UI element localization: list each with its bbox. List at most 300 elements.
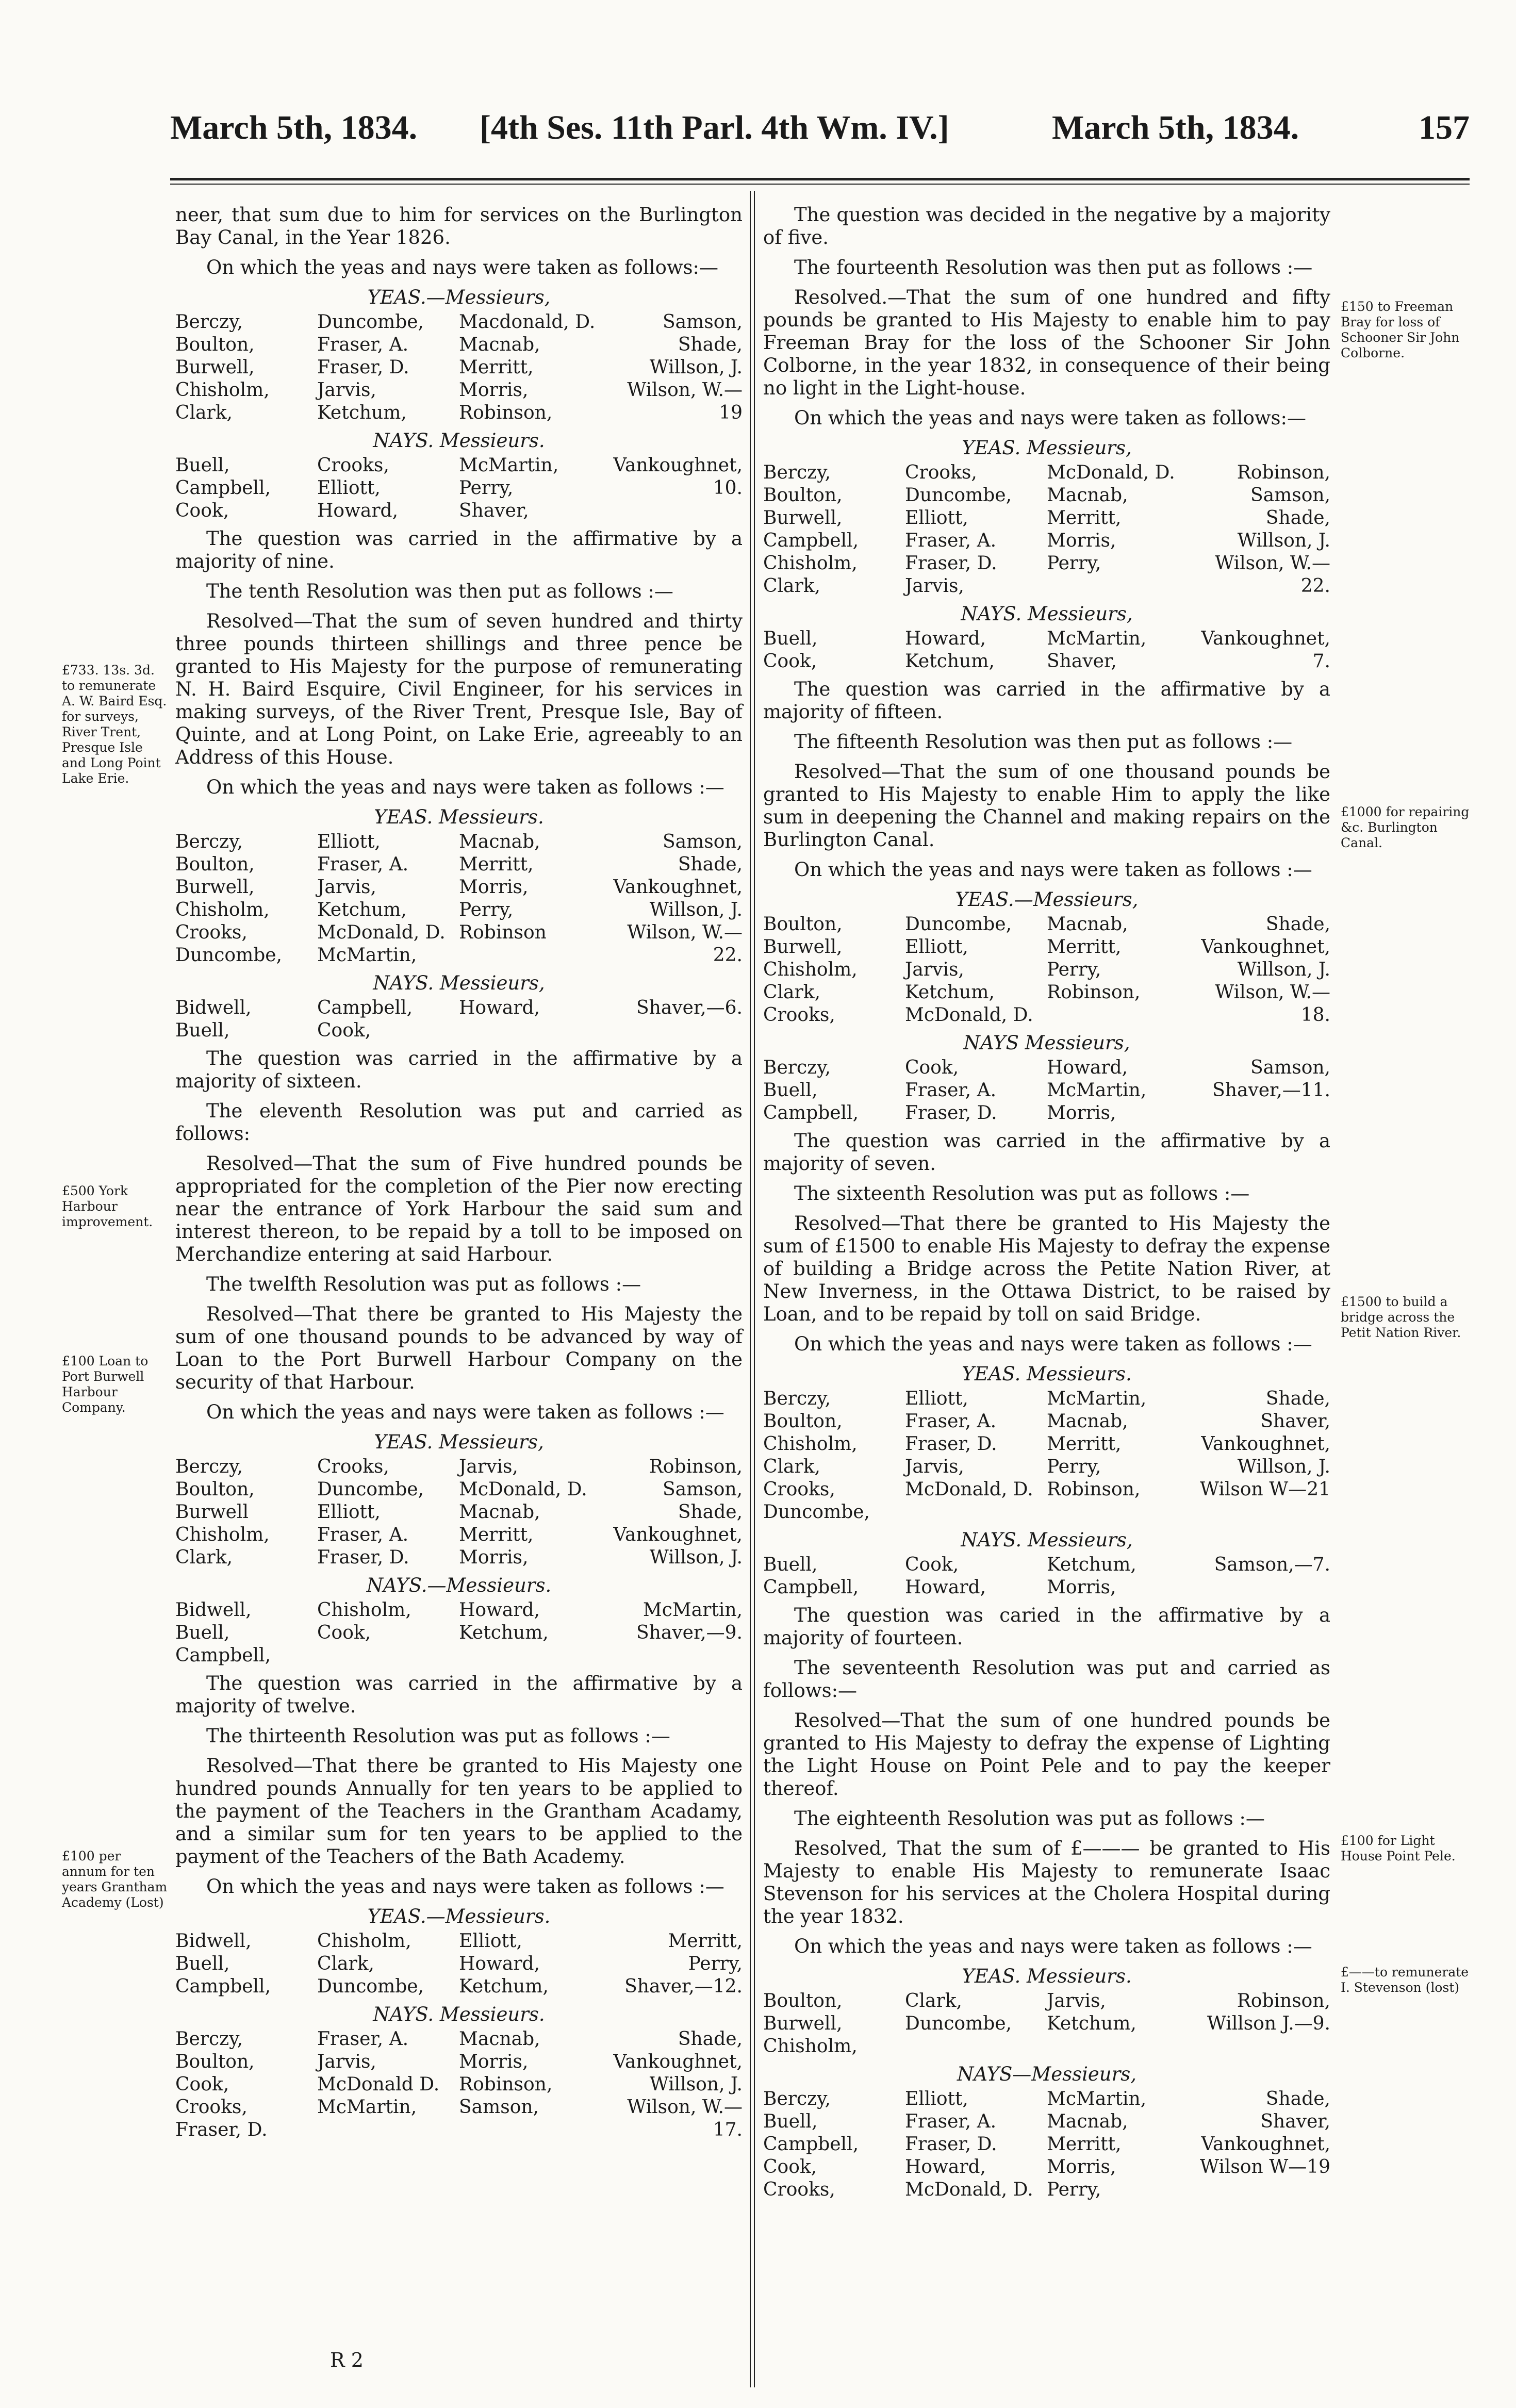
vote-row: [175, 2096, 743, 2119]
yeas-table: [763, 913, 1330, 1027]
member-name: Campbell,: [763, 1102, 859, 1124]
member-name: Morris,: [459, 2051, 529, 2072]
paragraph: The question was carried in the affirmative by a majority of sixteen.: [175, 1047, 743, 1092]
member-name: Willson J.—9.: [1207, 2013, 1330, 2034]
member-name: Buell,: [763, 2111, 818, 2132]
vote-row: [763, 2088, 1330, 2110]
member-name: Wilson W—19: [1200, 2156, 1330, 2178]
header-session: [4th Ses. 11th Parl. 4th Wm. IV.]: [480, 109, 949, 146]
member-name: Duncombe,: [317, 1976, 424, 1997]
member-name: Chisholm,: [763, 1433, 858, 1455]
vote-row: [175, 2028, 743, 2051]
vote-row: [763, 628, 1330, 650]
member-name: Macnab,: [459, 1502, 540, 1523]
paragraph: The tenth Resolution was then put as follows :—: [206, 580, 673, 602]
member-name: Shade,: [678, 854, 743, 875]
member-name: Perry,: [1047, 1456, 1101, 1477]
nays-table: [763, 2088, 1330, 2201]
member-name: Berczy,: [763, 462, 831, 483]
member-name: [601, 500, 743, 522]
member-name: Cook,: [763, 651, 817, 672]
member-name: McMartin,: [1047, 628, 1147, 649]
member-name: Samson,—7.: [1214, 1554, 1330, 1575]
member-name: Macnab,: [1047, 2111, 1128, 2132]
member-name: Morris,: [459, 380, 529, 401]
paragraph: The eleventh Resolution was put and carried as follows:: [175, 1100, 743, 1145]
member-name: Crooks,: [905, 462, 977, 483]
vote-row: [763, 484, 1330, 507]
member-name: Burwell,: [763, 936, 843, 958]
vote-row: [763, 507, 1330, 530]
member-name: Crooks,: [763, 1004, 835, 1026]
header-left-date: March 5th, 1834.: [170, 109, 418, 146]
vote-row: [175, 944, 743, 967]
member-name: Jarvis,: [905, 959, 964, 980]
member-name: Berczy,: [175, 831, 243, 852]
member-name: Elliott,: [905, 2088, 968, 2109]
vote-row: [763, 1990, 1330, 2013]
vote-row: [763, 552, 1330, 575]
member-name: Samson,: [662, 1479, 743, 1500]
paragraph: Resolved, That the sum of £——— be granted to His Majesty to enable His Majesty to remunerate Isaac Stevenson for his services at the Cholera Hospital during the year 1832.: [763, 1837, 1330, 1927]
member-name: Boulton,: [763, 1411, 843, 1432]
member-name: Shaver,—11.: [1212, 1080, 1330, 1101]
member-name: Samson,: [662, 311, 743, 333]
vote-row: [175, 853, 743, 876]
member-name: Morris,: [459, 877, 529, 898]
member-name: Morris,: [459, 1547, 529, 1568]
vote-row: [763, 1102, 1330, 1125]
member-name: Samson,: [1250, 485, 1330, 506]
nays-table: [175, 1599, 743, 1667]
member-name: Vankoughnet,: [613, 1524, 743, 1545]
member-name: Boulton,: [763, 914, 843, 935]
member-name: Samson,: [662, 831, 743, 852]
member-name: Perry,: [1047, 959, 1101, 980]
vote-row: [175, 1599, 743, 1622]
member-name: Willson, J.: [1237, 1456, 1330, 1477]
member-name: Buell,: [175, 1953, 230, 1974]
paragraph: On which the yeas and nays were taken as follows :—: [794, 1935, 1312, 1957]
member-name: Buell,: [175, 1622, 230, 1643]
member-name: Wilson, W.—: [627, 380, 743, 401]
header-rule: [170, 178, 1470, 180]
vote-row: [175, 379, 743, 402]
member-name: [1047, 1501, 1189, 1524]
nays-heading: NAYS. Messieurs,: [961, 603, 1133, 625]
member-name: Buell,: [175, 1020, 230, 1041]
vote-row: [175, 1622, 743, 1644]
member-name: Robinson,: [459, 2074, 553, 2095]
paragraph: On which the yeas and nays were taken as follows:—: [794, 407, 1307, 429]
vote-row: [175, 402, 743, 424]
member-name: Chisholm,: [763, 959, 858, 980]
member-name: Crooks,: [763, 1479, 835, 1500]
member-name: Howard,: [905, 628, 986, 649]
vote-row: [175, 311, 743, 334]
member-name: Vankoughnet,: [613, 877, 743, 898]
member-name: Crooks,: [175, 922, 248, 943]
member-name: Willson, J.: [649, 357, 743, 378]
paragraph: On which the yeas and nays were taken as follows :—: [206, 1401, 724, 1423]
member-name: Fraser, D.: [905, 1433, 997, 1455]
member-name: 19: [719, 402, 743, 423]
vote-row: [175, 2073, 743, 2096]
member-name: [905, 2035, 1047, 2058]
member-name: Morris,: [1047, 1102, 1116, 1124]
vote-row: [175, 1546, 743, 1569]
member-name: Ketchum,: [1047, 1554, 1136, 1575]
yeas-table: [763, 1388, 1330, 1524]
vote-row: [763, 913, 1330, 936]
member-name: Duncombe,: [175, 945, 282, 966]
member-name: Perry,: [1047, 2179, 1101, 2200]
member-name: Robinson,: [1237, 462, 1330, 483]
member-name: Chisholm,: [175, 899, 270, 920]
margin-note: £——to remunerate I. Stevenson (lost): [1341, 1965, 1469, 1995]
yeas-heading: YEAS. Messieurs,: [962, 437, 1132, 459]
member-name: Fraser, D.: [175, 2119, 268, 2140]
member-name: Shaver,: [1047, 651, 1117, 672]
member-name: Berczy,: [763, 1057, 831, 1078]
member-name: Campbell,: [763, 1577, 859, 1598]
member-name: Duncombe,: [317, 311, 424, 333]
member-name: Elliott,: [905, 936, 968, 958]
signature-mark: R 2: [330, 2349, 364, 2371]
member-name: Samson,: [459, 2097, 539, 2118]
member-name: Fraser, D.: [317, 1547, 409, 1568]
nays-table: [175, 454, 743, 522]
member-name: Willson, J.: [1237, 959, 1330, 980]
member-name: Fraser, D.: [905, 1102, 997, 1124]
nays-table: [763, 1554, 1330, 1599]
member-name: Perry,: [459, 477, 514, 499]
member-name: Vankoughnet,: [613, 2051, 743, 2072]
member-name: Clark,: [175, 1547, 233, 1568]
member-name: Merritt,: [1047, 936, 1122, 958]
member-name: Elliott,: [459, 1931, 522, 1952]
margin-note: £150 to Freeman Bray for loss of Schooner Sir John Colborne.: [1341, 299, 1460, 360]
margin-note: £733. 13s. 3d. to remunerate A. W. Baird Esq. for surveys, River Trent, Presque Isle and Long Point Lake Erie.: [62, 663, 167, 786]
vote-row: [175, 899, 743, 921]
member-name: Duncombe,: [905, 914, 1012, 935]
member-name: Robinson,: [1047, 1479, 1141, 1500]
member-name: [1189, 1576, 1330, 1599]
paragraph: The sixteenth Resolution was put as follows :—: [794, 1182, 1250, 1205]
vote-row: [763, 1554, 1330, 1576]
vote-row: [763, 1478, 1330, 1501]
member-name: Clark,: [317, 1953, 374, 1974]
member-name: Cook,: [905, 1057, 959, 1078]
member-name: Shaver,—6.: [636, 997, 743, 1018]
member-name: Fraser, A.: [317, 334, 409, 355]
member-name: [317, 2119, 459, 2141]
member-name: Perry,: [459, 899, 514, 920]
member-name: Perry,: [1047, 553, 1101, 574]
vote-row: [763, 461, 1330, 484]
vote-row: [763, 1079, 1330, 1102]
vote-row: [763, 981, 1330, 1004]
member-name: Boulton,: [763, 1990, 843, 2011]
member-name: Berczy,: [175, 2028, 243, 2050]
yeas-heading: YEAS.—Messieurs,: [367, 286, 551, 308]
member-name: Shaver,: [459, 500, 529, 521]
yeas-table: [763, 461, 1330, 598]
member-name: Clark,: [763, 982, 820, 1003]
member-name: McMartin,: [642, 1599, 743, 1621]
member-name: Burwell,: [175, 357, 255, 378]
member-name: Fraser, A.: [905, 2111, 997, 2132]
paragraph: On which the yeas and nays were taken as follows :—: [794, 859, 1312, 881]
header-right-date: March 5th, 1834.: [1052, 109, 1299, 146]
yeas-table: [175, 831, 743, 967]
member-name: 7.: [1312, 651, 1330, 672]
member-name: Howard,: [459, 997, 540, 1018]
member-name: Howard,: [905, 1577, 986, 1598]
paragraph: On which the yeas and nays were taken as follows :—: [794, 1333, 1312, 1355]
page-number: 157: [1419, 109, 1470, 146]
member-name: [1047, 575, 1189, 598]
vote-row: [175, 1930, 743, 1953]
member-name: Cook,: [175, 2074, 229, 2095]
member-name: [459, 1019, 601, 1042]
member-name: Chisholm,: [175, 1524, 270, 1545]
member-name: Shade,: [678, 334, 743, 355]
paragraph: The fourteenth Resolution was then put as follows :—: [794, 256, 1313, 278]
vote-row: [763, 2110, 1330, 2133]
member-name: Vankoughnet,: [613, 455, 743, 476]
member-name: Boulton,: [175, 1479, 255, 1500]
member-name: Boulton,: [175, 334, 255, 355]
member-name: Vankoughnet,: [1201, 936, 1330, 958]
member-name: Ketchum,: [459, 1976, 549, 1997]
member-name: Bidwell,: [175, 1931, 252, 1952]
member-name: Elliott,: [905, 1388, 968, 1409]
nays-heading: NAYS Messieurs,: [963, 1032, 1130, 1054]
member-name: Chisholm,: [317, 1599, 411, 1621]
vote-row: [763, 1576, 1330, 1599]
member-name: [601, 1019, 743, 1042]
member-name: McMartin,: [459, 455, 559, 476]
member-name: Fraser, A.: [905, 1080, 997, 1101]
nays-table: [763, 1057, 1330, 1125]
member-name: Shaver,: [1260, 2111, 1330, 2132]
vote-row: [763, 1410, 1330, 1433]
member-name: McMartin,: [1047, 2088, 1147, 2109]
member-name: [1189, 2035, 1330, 2058]
paragraph: Resolved—That the sum of Five hundred pounds be appropriated for the completion of the Pier now erecting near the entrance of York Harbour the said sum and interest thereon, to be repaid by a toll to be imposed on Merchandize entering at said Harbour.: [175, 1152, 743, 1265]
member-name: [317, 1644, 459, 1667]
member-name: Cook,: [317, 1622, 371, 1643]
nays-table: [175, 2028, 743, 2141]
column-divider: [750, 191, 751, 2387]
yeas-heading: YEAS.—Messieurs,: [955, 888, 1139, 911]
member-name: Macnab,: [459, 334, 540, 355]
member-name: McDonald, D.: [905, 2179, 1033, 2200]
member-name: Robinson,: [1047, 982, 1141, 1003]
vote-row: [175, 477, 743, 500]
member-name: Clark,: [763, 575, 820, 597]
member-name: [1189, 1102, 1330, 1125]
member-name: [459, 2119, 601, 2141]
member-name: McMartin,: [317, 945, 417, 966]
member-name: Jarvis,: [317, 2051, 376, 2072]
yeas-table: [175, 311, 743, 424]
member-name: Berczy,: [175, 311, 243, 333]
member-name: McDonald, D.: [905, 1479, 1033, 1500]
member-name: Shade,: [1265, 914, 1330, 935]
member-name: McDonald, D.: [459, 1479, 587, 1500]
member-name: Ketchum,: [317, 899, 407, 920]
member-name: Buell,: [175, 455, 230, 476]
member-name: Macnab,: [459, 2028, 540, 2050]
vote-row: [175, 1019, 743, 1042]
paragraph: Resolved—That the sum of one hundred pounds be granted to His Majesty to defray the expense of Lighting the Light House on Point Pele and to pay the keeper thereof.: [763, 1709, 1330, 1800]
member-name: Merritt,: [1047, 2134, 1122, 2155]
paragraph: On which the yeas and nays were taken as follows :—: [206, 776, 724, 798]
member-name: Duncombe,: [905, 485, 1012, 506]
member-name: Jarvis,: [317, 877, 376, 898]
member-name: [459, 1644, 601, 1667]
vote-row: [175, 1953, 743, 1975]
member-name: Cook,: [763, 2156, 817, 2178]
member-name: Shade,: [678, 1502, 743, 1523]
member-name: Boulton,: [175, 854, 255, 875]
vote-row: [763, 530, 1330, 552]
member-name: [1189, 2179, 1330, 2201]
vote-row: [763, 1433, 1330, 1456]
right-column: [763, 204, 1330, 2206]
member-name: Shade,: [1265, 1388, 1330, 1409]
member-name: [1189, 1501, 1330, 1524]
member-name: Jarvis,: [1047, 1990, 1106, 2011]
member-name: Fraser, A.: [905, 1411, 997, 1432]
vote-row: [175, 876, 743, 899]
member-name: Ketchum,: [1047, 2013, 1136, 2034]
member-name: Shaver,—9.: [636, 1622, 743, 1643]
vote-row: [175, 1501, 743, 1524]
vote-row: [763, 1501, 1330, 1524]
member-name: Berczy,: [763, 1388, 831, 1409]
member-name: 17.: [713, 2119, 743, 2140]
member-name: McDonald, D.: [905, 1004, 1033, 1026]
member-name: [905, 1501, 1047, 1524]
member-name: Bidwell,: [175, 1599, 252, 1621]
member-name: Crooks,: [763, 2179, 835, 2200]
member-name: Robinson,: [649, 1456, 743, 1477]
member-name: Vankoughnet,: [1201, 1433, 1330, 1455]
page-header: [170, 108, 1470, 165]
member-name: Campbell,: [175, 1645, 271, 1666]
member-name: Elliott,: [317, 831, 381, 852]
member-name: Chisholm,: [317, 1931, 411, 1952]
member-name: Macnab,: [1047, 1411, 1128, 1432]
member-name: Campbell,: [317, 997, 413, 1018]
paragraph: Resolved—That there be granted to His Majesty the sum of £1500 to enable His Majesty to defray the expense of building a Bridge across the Petite Nation River, at New Inverness, in the Ottawa District, to be raised by Loan, and to be repaid by toll on said Bridge.: [763, 1212, 1330, 1325]
paragraph: The question was carried in the affirmative by a majority of fifteen.: [763, 678, 1330, 723]
member-name: Chisholm,: [763, 553, 858, 574]
member-name: Duncombe,: [905, 2013, 1012, 2034]
member-name: Wilson, W.—: [627, 922, 743, 943]
member-name: Campbell,: [763, 530, 859, 551]
member-name: Boulton,: [763, 485, 843, 506]
member-name: Burwell,: [763, 507, 843, 529]
member-name: Vankoughnet,: [1201, 628, 1330, 649]
member-name: Macdonald, D.: [459, 311, 596, 333]
vote-row: [763, 2035, 1330, 2058]
member-name: Berczy,: [175, 1456, 243, 1477]
yeas-heading: YEAS. Messieurs.: [374, 806, 544, 828]
vote-row: [763, 1004, 1330, 1027]
member-name: Howard,: [905, 2156, 986, 2178]
paragraph: The question was decided in the negative by a majority of five.: [763, 204, 1330, 249]
paragraph: The thirteenth Resolution was put as follows :—: [206, 1725, 670, 1747]
paragraph: Resolved—That the sum of one thousand pounds be granted to His Majesty to enable Him to apply the like sum in deepening the Channel and making repairs on the Burlington Canal.: [763, 761, 1330, 851]
paragraph: The question was carried in the affirmative by a majority of seven.: [763, 1130, 1330, 1175]
member-name: Fraser, A.: [905, 530, 997, 551]
vote-row: [763, 575, 1330, 598]
member-name: Perry,: [688, 1953, 743, 1974]
member-name: Jarvis,: [905, 1456, 964, 1477]
member-name: Elliott,: [905, 507, 968, 529]
member-name: Clark,: [763, 1456, 820, 1477]
member-name: Fraser, D.: [905, 553, 997, 574]
paragraph: Resolved—That there be granted to His Majesty the sum of one thousand pounds to be advanced by way of Loan to the Port Burwell Harbour Company on the security of that Harbour.: [175, 1303, 743, 1393]
column-divider: [754, 191, 755, 2387]
yeas-table: [763, 1990, 1330, 2058]
member-name: [1047, 2035, 1189, 2058]
member-name: McMartin,: [1047, 1080, 1147, 1101]
member-name: Buell,: [763, 628, 818, 649]
nays-table: [763, 628, 1330, 673]
yeas-heading: YEAS. Messieurs,: [374, 1431, 544, 1453]
member-name: Chisholm,: [175, 380, 270, 401]
member-name: McDonald, D.: [1047, 462, 1175, 483]
member-name: Crooks,: [317, 1456, 389, 1477]
vote-row: [175, 356, 743, 379]
member-name: Shaver,: [1260, 1411, 1330, 1432]
paragraph: The question was carried in the affirmative by a majority of twelve.: [175, 1672, 743, 1717]
vote-row: [763, 2179, 1330, 2201]
left-column: [175, 204, 743, 2147]
member-name: Burwell,: [175, 877, 255, 898]
member-name: [601, 1644, 743, 1667]
member-name: Elliott,: [317, 1502, 381, 1523]
paragraph: The fifteenth Resolution was then put as follows :—: [794, 731, 1293, 753]
member-name: Merritt,: [459, 1524, 534, 1545]
member-name: 10.: [713, 477, 743, 499]
member-name: Fraser, D.: [905, 2134, 997, 2155]
vote-row: [175, 831, 743, 853]
nays-heading: NAYS. Messieurs,: [373, 972, 545, 994]
member-name: McMartin,: [317, 2097, 417, 2118]
member-name: Willson, J.: [649, 2074, 743, 2095]
vote-row: [763, 650, 1330, 673]
member-name: Shade,: [678, 2028, 743, 2050]
member-name: McDonald, D.: [317, 922, 446, 943]
paragraph: The twelfth Resolution was put as follows :—: [206, 1273, 641, 1295]
member-name: Samson,: [1250, 1057, 1330, 1078]
paragraph: Resolved—That the sum of seven hundred and thirty three pounds thirteen shillings and three pence be granted to His Majesty for the purpose of remunerating N. H. Baird Esquire, Civil Engineer, for his services in making surveys, of the River Trent, Presque Isle, Bay of Quinte, and at Long Point, on Lake Erie, agreeably to an Address of this House.: [175, 610, 743, 768]
yeas-heading: YEAS. Messieurs.: [962, 1363, 1132, 1385]
member-name: Macnab,: [1047, 914, 1128, 935]
vote-row: [175, 500, 743, 522]
vote-row: [175, 1524, 743, 1546]
member-name: Morris,: [1047, 1577, 1116, 1598]
member-name: Howard,: [1047, 1057, 1128, 1078]
vote-row: [175, 1478, 743, 1501]
member-name: Chisholm,: [763, 2036, 858, 2057]
